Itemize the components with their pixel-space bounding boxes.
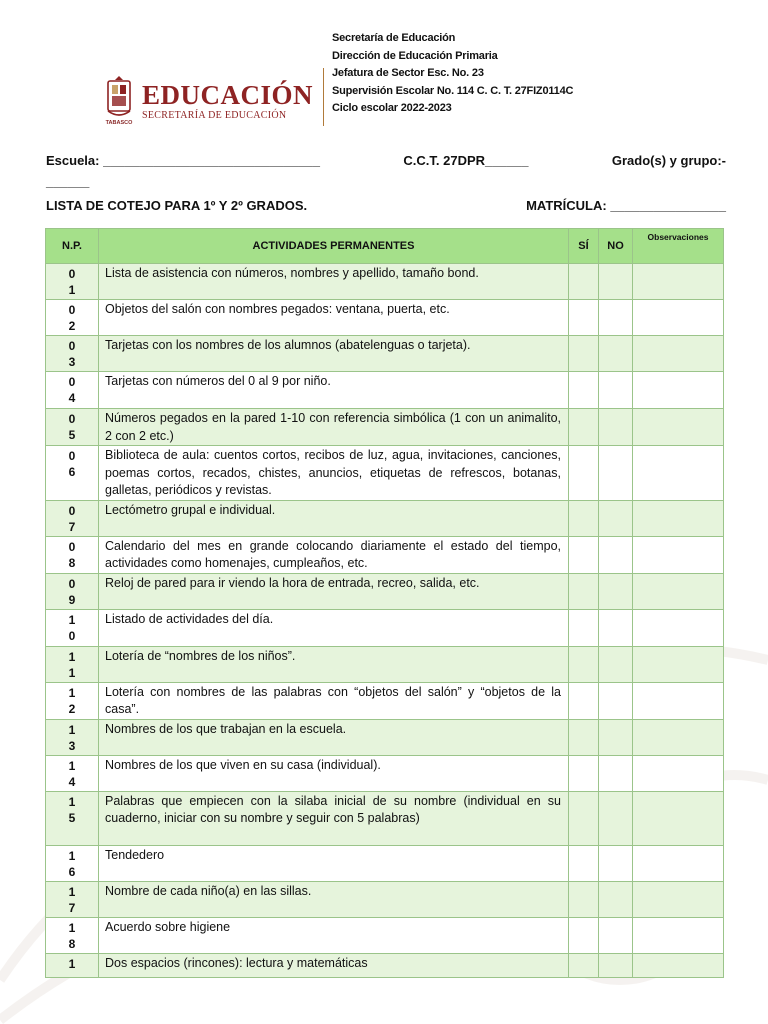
observaciones-cell[interactable]	[633, 573, 724, 609]
observaciones-cell[interactable]	[633, 791, 724, 845]
row-number	[46, 682, 99, 719]
row-number	[46, 409, 99, 446]
table-row	[46, 536, 724, 573]
observaciones-cell[interactable]	[633, 409, 724, 446]
header-divider	[323, 68, 324, 126]
table-row	[46, 881, 724, 917]
header-si: SÍ	[569, 229, 599, 264]
activity-text: Nombre de cada niño(a) en las sillas.	[99, 881, 569, 917]
si-cell[interactable]	[569, 719, 599, 755]
row-number	[46, 573, 99, 609]
escuela-field[interactable]: Escuela: ______________________________	[46, 153, 320, 168]
no-cell[interactable]	[599, 409, 633, 446]
table-row	[46, 917, 724, 953]
row-number	[46, 300, 99, 336]
observaciones-cell[interactable]	[633, 682, 724, 719]
si-cell[interactable]	[569, 682, 599, 719]
no-cell[interactable]	[599, 300, 633, 336]
table-row	[46, 264, 724, 300]
no-cell[interactable]	[599, 336, 633, 372]
table-row	[46, 953, 724, 977]
observaciones-cell[interactable]	[633, 719, 724, 755]
activity-text: Palabras que empiecen con la silaba inicial de su nombre (individual en su cuaderno, iniciar con su nombre y seguir con 5 palabras)	[99, 791, 569, 845]
row-number	[46, 881, 99, 917]
si-cell[interactable]	[569, 609, 599, 646]
no-cell[interactable]	[599, 609, 633, 646]
activity-text: Calendario del mes en grande colocando diariamente el estado del tiempo, actividades como homenajes, cumpleaños, etc.	[99, 536, 569, 573]
table-row	[46, 409, 724, 446]
si-cell[interactable]	[569, 755, 599, 791]
header-observaciones: Observaciones	[633, 229, 724, 264]
header-actividades: ACTIVIDADES PERMANENTES	[99, 229, 569, 264]
si-cell[interactable]	[569, 336, 599, 372]
si-cell[interactable]	[569, 646, 599, 682]
cct-field[interactable]: C.C.T. 27DPR______	[403, 153, 529, 168]
observaciones-cell[interactable]	[633, 646, 724, 682]
activity-text: Nombres de los que viven en su casa (individual).	[99, 755, 569, 791]
row-number	[46, 953, 99, 977]
table-row	[46, 336, 724, 372]
row-number	[46, 719, 99, 755]
row-number	[46, 755, 99, 791]
row-number-text: 11	[68, 649, 76, 680]
observaciones-cell[interactable]	[633, 917, 724, 953]
row-number	[46, 609, 99, 646]
seal-caption: TABASCO	[105, 120, 133, 126]
tabasco-seal-icon	[104, 75, 134, 127]
si-cell[interactable]	[569, 500, 599, 536]
si-cell[interactable]	[569, 791, 599, 845]
si-cell[interactable]	[569, 881, 599, 917]
activity-text: Objetos del salón con nombres pegados: ventana, puerta, etc.	[99, 300, 569, 336]
si-cell[interactable]	[569, 264, 599, 300]
list-title: LISTA DE COTEJO PARA 1º Y 2º GRADOS.	[46, 198, 308, 213]
education-logo	[104, 70, 324, 132]
row-number	[46, 646, 99, 682]
row-number-text: 10	[68, 612, 76, 643]
activity-text: Tarjetas con números del 0 al 9 por niño.	[99, 372, 569, 409]
org-line: Dirección de Educación Primaria	[332, 49, 498, 62]
title-row	[46, 198, 726, 213]
activity-text: Tarjetas con los nombres de los alumnos (abatelenguas o tarjeta).	[99, 336, 569, 372]
si-cell[interactable]	[569, 446, 599, 501]
row-number	[46, 264, 99, 300]
row-number-text: 05	[68, 412, 76, 442]
observaciones-cell[interactable]	[633, 446, 724, 501]
row-number-text: 13	[68, 722, 76, 753]
table-row	[46, 755, 724, 791]
table-row	[46, 573, 724, 609]
row-number-text: 15	[68, 794, 76, 825]
row-number-text: 01	[68, 267, 76, 297]
matricula-field[interactable]: MATRÍCULA: ________________	[526, 198, 726, 213]
header-np: N.P.	[46, 229, 99, 264]
table-row	[46, 791, 724, 845]
row-number-text: 16	[68, 848, 76, 879]
no-cell[interactable]	[599, 755, 633, 791]
row-number-text: 14	[68, 758, 76, 789]
activity-text: Listado de actividades del día.	[99, 609, 569, 646]
table-header-row	[46, 229, 724, 264]
no-cell[interactable]	[599, 500, 633, 536]
table-row	[46, 845, 724, 881]
row-number-text: 03	[68, 339, 76, 369]
row-number-text: 08	[68, 539, 76, 570]
no-cell[interactable]	[599, 646, 633, 682]
observaciones-cell[interactable]	[633, 336, 724, 372]
observaciones-cell[interactable]	[633, 953, 724, 977]
activity-text: Biblioteca de aula: cuentos cortos, recibos de luz, agua, invitaciones, canciones, poemas cortos, recados, chistes, anuncios, etiquetas de refrescos, botanas, galletas, periódicos y revistas.	[99, 446, 569, 501]
checklist-table	[45, 228, 724, 978]
form-fields	[46, 150, 726, 192]
organization-block	[332, 30, 573, 118]
table-row	[46, 719, 724, 755]
row-number-text: 06	[68, 449, 76, 479]
row-number-text: 18	[68, 920, 76, 951]
si-cell[interactable]	[569, 409, 599, 446]
row-number-text: 07	[68, 503, 76, 534]
no-cell[interactable]	[599, 264, 633, 300]
table-row	[46, 646, 724, 682]
activity-text: Dos espacios (rincones): lectura y matemáticas	[99, 953, 569, 977]
no-cell[interactable]	[599, 682, 633, 719]
no-cell[interactable]	[599, 881, 633, 917]
si-cell[interactable]	[569, 953, 599, 977]
table-row	[46, 446, 724, 501]
org-line: Secretaría de Educación	[332, 32, 456, 44]
row-number	[46, 917, 99, 953]
logo-sub-text: SECRETARÍA DE EDUCACIÓN	[142, 110, 287, 121]
no-cell[interactable]	[599, 953, 633, 977]
observaciones-cell[interactable]	[633, 845, 724, 881]
si-cell[interactable]	[569, 573, 599, 609]
si-cell[interactable]	[569, 372, 599, 409]
no-cell[interactable]	[599, 845, 633, 881]
activity-text: Tendedero	[99, 845, 569, 881]
observaciones-cell[interactable]	[633, 264, 724, 300]
org-line: Supervisión Escolar No. 114 C. C. T. 27FIZ0114C	[332, 84, 574, 97]
si-cell[interactable]	[569, 300, 599, 336]
row-number-text: 1	[68, 956, 76, 971]
observaciones-cell[interactable]	[633, 500, 724, 536]
row-number	[46, 372, 99, 409]
row-number	[46, 500, 99, 536]
row-number	[46, 536, 99, 573]
table-row	[46, 500, 724, 536]
observaciones-cell[interactable]	[633, 755, 724, 791]
row-number-text: 09	[68, 576, 76, 607]
activity-text: Lectómetro grupal e individual.	[99, 500, 569, 536]
row-number-text: 12	[68, 685, 76, 716]
no-cell[interactable]	[599, 917, 633, 953]
si-cell[interactable]	[569, 536, 599, 573]
si-cell[interactable]	[569, 917, 599, 953]
observaciones-cell[interactable]	[633, 372, 724, 409]
table-row	[46, 609, 724, 646]
no-cell[interactable]	[599, 536, 633, 573]
table-row	[46, 372, 724, 409]
row-number-text: 17	[68, 884, 76, 915]
table-row	[46, 682, 724, 719]
activity-text: Lista de asistencia con números, nombres y apellido, tamaño bond.	[99, 264, 569, 300]
row-number	[46, 336, 99, 372]
no-cell[interactable]	[599, 791, 633, 845]
observaciones-cell[interactable]	[633, 609, 724, 646]
header-no: NO	[599, 229, 633, 264]
activity-text: Números pegados en la pared 1-10 con referencia simbólica (1 con un animalito, 2 con 2 etc.)	[99, 409, 569, 446]
row-number	[46, 845, 99, 881]
observaciones-cell[interactable]	[633, 300, 724, 336]
grado-field-continuation[interactable]: ______	[46, 174, 90, 189]
row-number	[46, 791, 99, 845]
no-cell[interactable]	[599, 719, 633, 755]
grado-field[interactable]: Grado(s) y grupo:-	[611, 153, 726, 168]
observaciones-cell[interactable]	[633, 536, 724, 573]
observaciones-cell[interactable]	[633, 881, 724, 917]
activity-text: Reloj de pared para ir viendo la hora de entrada, recreo, salida, etc.	[99, 573, 569, 609]
no-cell[interactable]	[599, 446, 633, 501]
org-line: Jefatura de Sector Esc. No. 23	[332, 67, 484, 79]
activity-text: Lotería de “nombres de los niños”.	[99, 646, 569, 682]
org-line: Ciclo escolar 2022-2023	[332, 102, 452, 114]
activity-text: Lotería con nombres de las palabras con “objetos del salón” y “objetos de la casa”.	[99, 682, 569, 719]
no-cell[interactable]	[599, 573, 633, 609]
table-row	[46, 300, 724, 336]
row-number-text: 04	[68, 375, 76, 405]
logo-main-text: EDUCACIÓN	[142, 80, 314, 110]
si-cell[interactable]	[569, 845, 599, 881]
activity-text: Acuerdo sobre higiene	[99, 917, 569, 953]
activity-text: Nombres de los que trabajan en la escuela.	[99, 719, 569, 755]
row-number	[46, 446, 99, 501]
row-number-text: 02	[68, 303, 76, 333]
no-cell[interactable]	[599, 372, 633, 409]
